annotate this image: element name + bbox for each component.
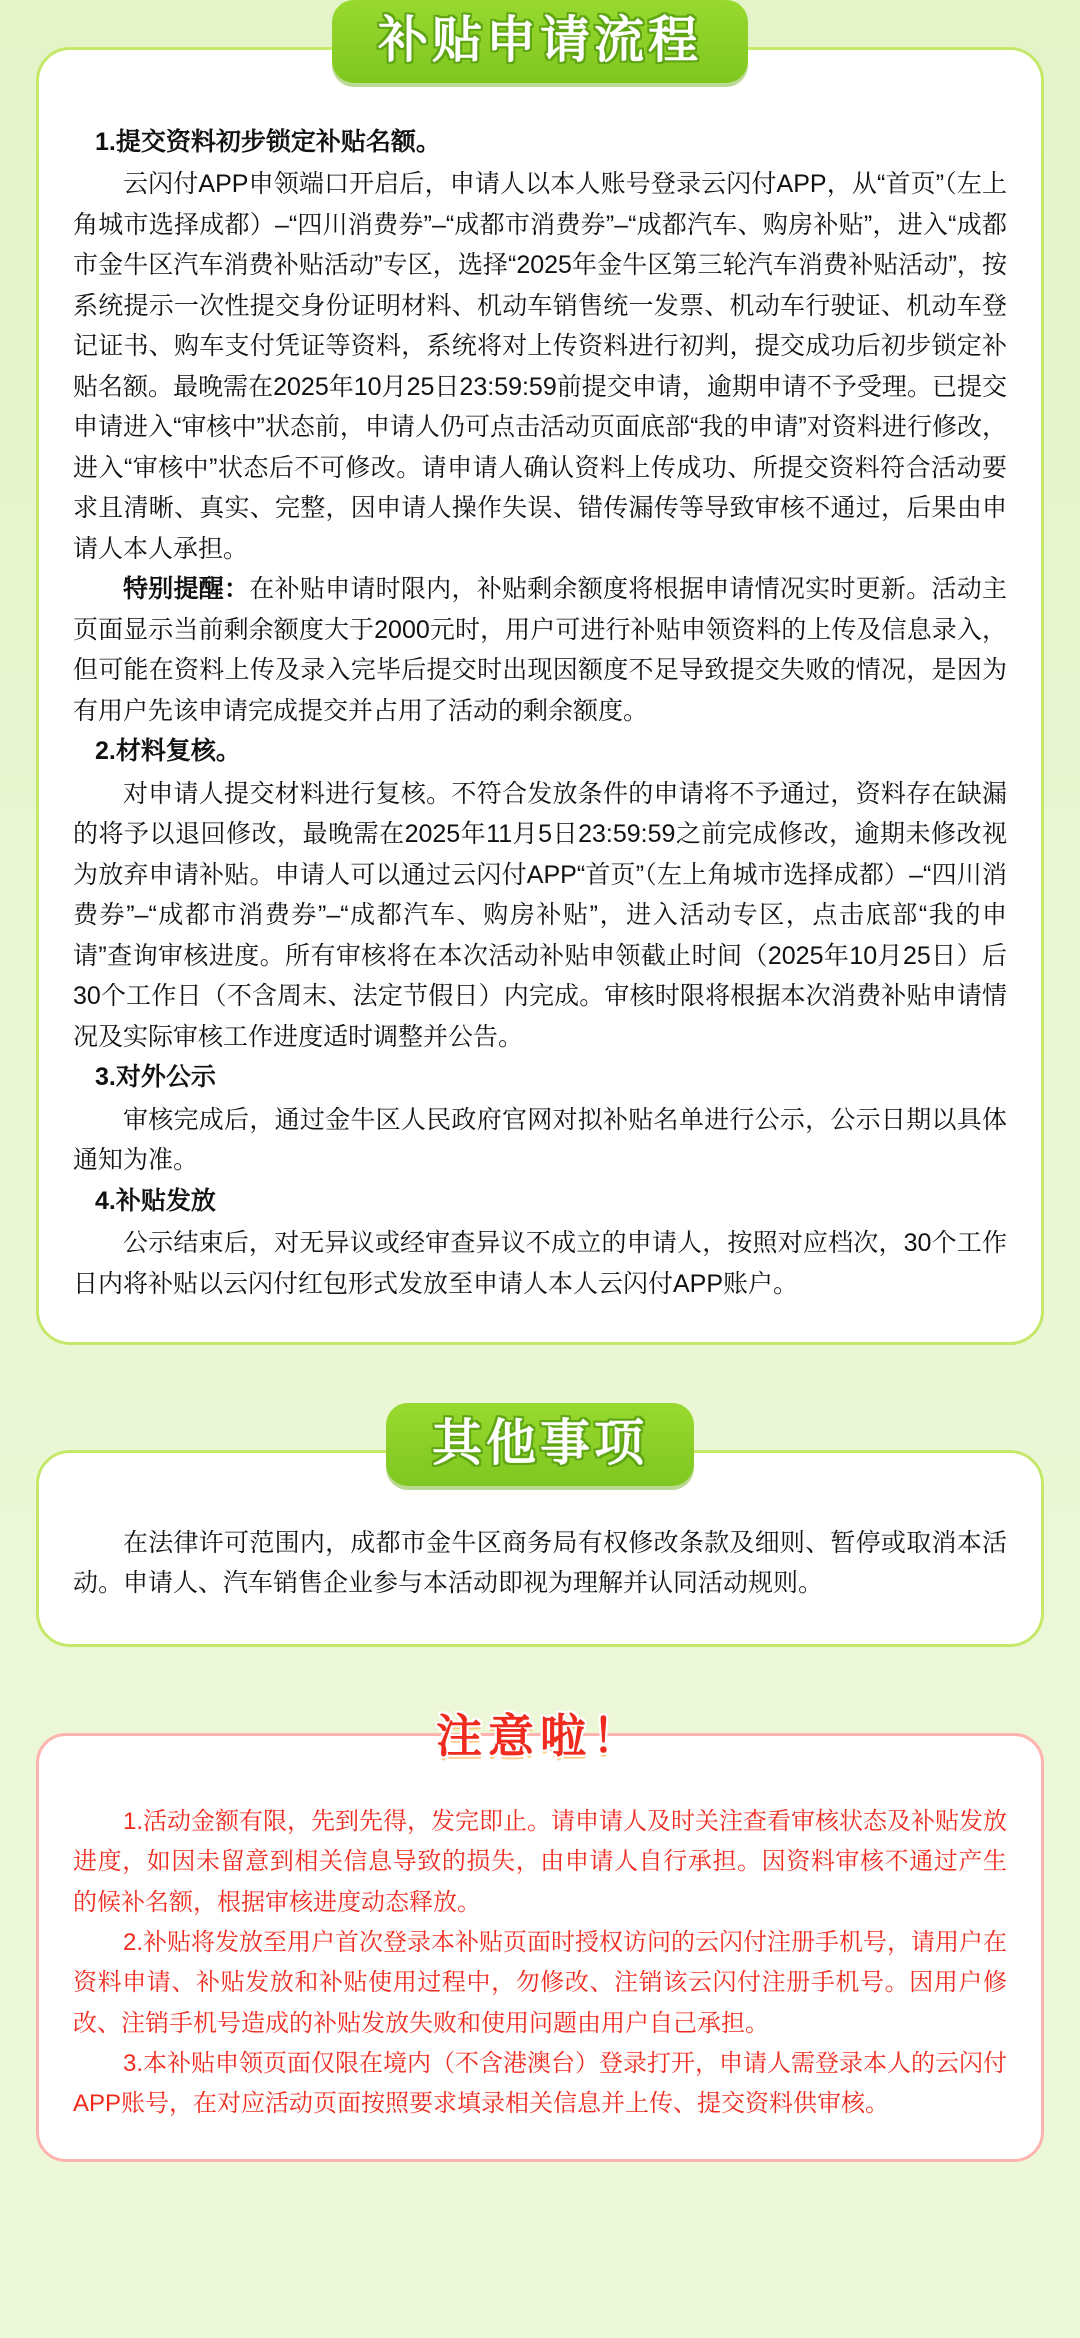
notice-title-text: 注意啦！ xyxy=(436,1708,644,1763)
flow-card xyxy=(36,47,1044,1346)
notice-body-2: 2.补贴将发放至用户首次登录本补贴页面时授权访问的云闪付注册手机号，请用户在资料申请、补贴发放和补贴使用过程中，勿修改、注销该云闪付注册手机号。因用户修改、注销手机号造成的补贴发放失败和使用问题由用户自己承担。 xyxy=(73,1929,1008,2037)
notice-section xyxy=(36,1705,1044,2162)
other-matters-section xyxy=(36,1403,1044,1647)
flow-title-text: 补贴申请流程 xyxy=(378,11,702,69)
flow-body-4: 公示结束后，对无异议或经审查异议不成立的申请人，按照对应档次，30个工作日内将补贴以云闪付红包形式发放至申请人本人云闪付APP账户。 xyxy=(73,1229,1007,1298)
flow-reminder-text: 在补贴申请时限内，补贴剩余额度将根据申请情况实时更新。活动主页面显示当前剩余额度大于2000元时，用户可进行补贴申领资料的上传及信息录入，但可能在资料上传及录入完毕后提交时出现因额度不足导致提交失败的情况，是因为有用户先该申请完成提交并占用了活动的剩余额度。 xyxy=(73,575,1007,725)
notice-card xyxy=(36,1733,1044,2162)
notice-title-banner xyxy=(416,1705,664,1768)
flow-body-reminder xyxy=(73,569,1007,731)
flow-body-2: 对申请人提交材料进行复核。不符合发放条件的申请将不予通过，资料存在缺漏的将予以退回修改，最晚需在2025年11月5日23:59:59之前完成修改，逾期未修改视为放弃申请补贴。申请人可以通过云闪付APP“首页”（左上角城市选择成都）–“四川消费券”–“成都市消费券”–“成都汽车、购房补贴”，进入活动专区，点击底部“我的申请”查询审核进度。所有审核将在本次活动补贴申领截止时间（2025年10月25日）后30个工作日（不含周末、法定节假日）内完成。审核时限将根据本次消费补贴申请情况及实际审核工作进度适时调整并公告。 xyxy=(73,779,1007,1051)
notice-body-1: 1.活动金额有限，先到先得，发完即止。请申请人及时关注查看审核状态及补贴发放进度，如因未留意到相关信息导致的损失，由申请人自行承担。因资料审核不通过产生的候补名额，根据审核进度动态释放。 xyxy=(73,1808,1008,1916)
flow-heading-3: 3.对外公示 xyxy=(95,1063,216,1091)
flow-reminder-label: 特别提醒： xyxy=(123,575,250,603)
notice-body-3: 3.本补贴申领页面仅限在境内（不含港澳台）登录打开，申请人需登录本人的云闪付APP账号，在对应活动页面按照要求填录相关信息并上传、提交资料供审核。 xyxy=(73,2049,1008,2118)
flow-body-1: 云闪付APP申领端口开启后，申请人以本人账号登录云闪付APP，从“首页”（左上角城市选择成都）–“四川消费券”–“成都市消费券”–“成都汽车、购房补贴”，进入“成都市金牛区汽车消费补贴活动”专区，选择“2025年金牛区第三轮汽车消费补贴活动”，按系统提示一次性提交身份证明材料、机动车销售统一发票、机动车行驶证、机动车登记证书、购车支付凭证等资料，系统将对上传资料进行初判，提交成功后初步锁定补贴名额。最晚需在2025年10月25日23:59:59前提交申请，逾期申请不予受理。已提交申请进入“审核中”状态前，申请人仍可点击活动页面底部“我的申请”对资料进行修改，进入“审核中”状态后不可修改。请申请人确认资料上传成功、所提交资料符合活动要求且清晰、真实、完整，因申请人操作失误、错传漏传等导致审核不通过，后果由申请人本人承担。 xyxy=(73,170,1007,563)
flow-heading-4: 4.补贴发放 xyxy=(95,1186,216,1215)
other-title-pill xyxy=(386,1403,694,1486)
subsidy-flow-section xyxy=(36,0,1044,1345)
other-title-text: 其他事项 xyxy=(432,1414,648,1472)
other-body-1: 在法律许可范围内，成都市金牛区商务局有权修改条款及细则、暂停或取消本活动。申请人、汽车销售企业参与本活动即视为理解并认同活动规则。 xyxy=(73,1528,1007,1597)
flow-body-3: 审核完成后，通过金牛区人民政府官网对拟补贴名单进行公示，公示日期以具体通知为准。 xyxy=(73,1105,1007,1174)
flow-heading-1: 1.提交资料初步锁定补贴名额。 xyxy=(95,127,441,156)
flow-title-pill xyxy=(332,0,748,83)
flow-heading-2: 2.材料复核。 xyxy=(95,737,241,765)
